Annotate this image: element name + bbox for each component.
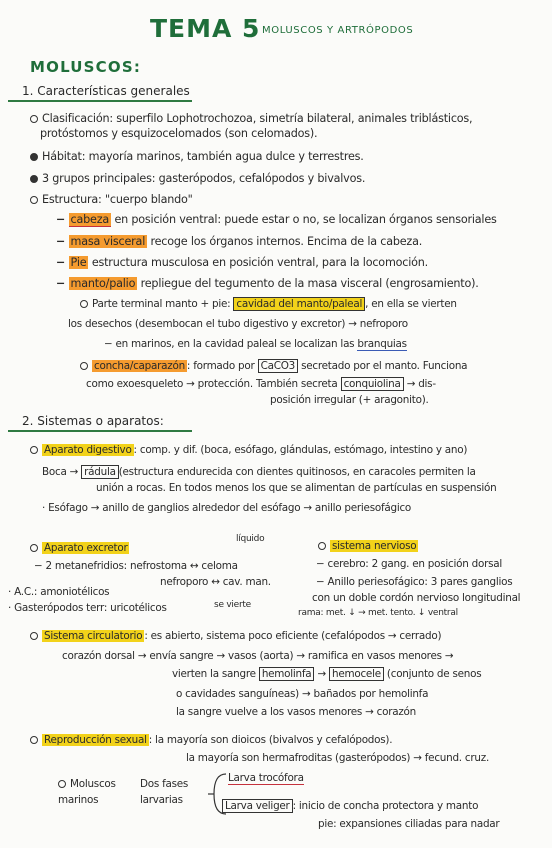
line-vuelve: la sangre vuelve a los vasos menores → corazón <box>176 706 416 718</box>
line-boca: Boca → rádula (estructura endurecida con dientes quitinosos, en caracoles permiten la <box>42 466 476 478</box>
line-boca-2: unión a rocas. En todos menos los que se alimentan de partículas en suspensión <box>96 482 497 494</box>
label-moluscos-marinos: Moluscos marinos <box>58 778 116 806</box>
line-gasteropodos: · Gasterópodos terr: uricotélicos <box>8 602 167 614</box>
line-manto: − manto/palio repliegue del tegumento de la masa visceral (engrosamiento). <box>56 277 479 290</box>
line-nervioso: sistema nervioso <box>318 540 418 552</box>
section-moluscos: MOLUSCOS: <box>30 58 142 76</box>
line-cavidad: Parte terminal manto + pie: cavidad del manto/paleal , en ella se vierten <box>80 298 457 310</box>
line-digestivo: Aparato digestivo : comp. y dif. (boca, esófago, glándulas, estómago, intestino y ano) <box>30 444 467 456</box>
line-hemolinfa: vierten la sangre hemolinfa → hemocele (conjunto de senos <box>172 668 482 680</box>
bullet-icon <box>30 153 38 161</box>
bullet-icon <box>80 362 88 370</box>
label-dos-fases: Dos fases larvarias <box>140 778 189 806</box>
page-title: TEMA 5 <box>150 14 261 43</box>
bullet-icon <box>318 542 326 550</box>
line-reproduccion: Reproducción sexual : la mayoría son dioicos (bivalvos y cefalópodos). <box>30 734 392 746</box>
bracket-icon <box>208 770 228 820</box>
line-esofago: · Esófago → anillo de ganglios alrededor del esófago → anillo periesofágico <box>42 502 412 514</box>
line-excretor: Aparato excretor <box>30 542 129 554</box>
line-circulatorio: Sistema circulatorio : es abierto, sistema poco eficiente (cefalópodos → cerrado) <box>30 630 441 642</box>
label-liquido: líquido <box>236 534 265 544</box>
bullet-icon <box>30 446 38 454</box>
line-pie: − Pie estructura musculosa en posición ventral, para la locomoción. <box>56 256 429 269</box>
line-grupos: 3 grupos principales: gasterópodos, cefalópodos y bivalvos. <box>30 172 365 185</box>
line-corazon: corazón dorsal → envía sangre → vasos (aorta) → ramifica en vasos menores → <box>62 650 454 662</box>
line-cabeza: − cabeza en posición ventral: puede estar o no, se localizan órganos sensoriales <box>56 213 497 226</box>
label-larva-trocofora: Larva trocófora <box>228 772 304 784</box>
label-larva-pie: pie: expansiones ciliadas para nadar <box>318 818 500 830</box>
bullet-icon <box>30 115 38 123</box>
line-rama: rama: met. ↓ → met. tento. ↓ ventral <box>298 608 458 618</box>
heading-underline <box>8 100 192 102</box>
bullet-icon <box>30 736 38 744</box>
line-cavidades: o cavidades sanguíneas) → bañados por hemolinfa <box>176 688 429 700</box>
bullet-icon <box>30 632 38 640</box>
line-cavidad-2: los desechos (desembocan el tubo digestivo y excretor) → nefroporo <box>68 318 408 330</box>
page-subtitle: MOLUSCOS Y ARTRÓPODOS <box>262 25 414 36</box>
line-ac: · A.C.: amoniotélicos <box>8 586 110 598</box>
line-cerebro: − cerebro: 2 gang. en posición dorsal <box>316 558 503 570</box>
line-concha-3: posición irregular (+ aragonito). <box>270 394 429 406</box>
bullet-icon <box>30 544 38 552</box>
line-masa: − masa visceral recoge los órganos internos. Encima de la cabeza. <box>56 235 423 248</box>
heading-sistemas: 2. Sistemas o aparatos: <box>22 414 164 428</box>
line-metanefridios: − 2 metanefridios: nefrostoma ↔ celoma <box>34 560 238 572</box>
line-cavidad-3: − en marinos, en la cavidad paleal se localizan las branquias <box>104 338 407 350</box>
line-habitat: Hábitat: mayoría marinos, también agua dulce y terrestres. <box>30 150 364 163</box>
line-hermafroditas: la mayoría son hermafroditas (gasterópodos) → fecund. cruz. <box>186 752 489 764</box>
bullet-icon <box>30 196 38 204</box>
label-se-vierte: se vierte <box>214 600 251 610</box>
line-clasificacion: Clasificación: superfilo Lophotrochozoa, simetría bilateral, animales triblásticos, <box>30 112 472 125</box>
line-cordon: con un doble cordón nervioso longitudinal <box>312 592 521 604</box>
bullet-icon <box>80 300 88 308</box>
line-nefroporo: nefroporo ↔ cav. man. <box>160 576 271 588</box>
heading-caracteristicas: 1. Características generales <box>22 84 190 98</box>
line-concha: concha/caparazón : formado por CaCO3 secretado por el manto. Funciona <box>80 360 467 372</box>
bullet-icon <box>58 780 66 788</box>
label-larva-veliger: Larva veliger : inicio de concha protectora y manto <box>222 800 478 812</box>
line-clasificacion-2: protóstomos y esquizocelomados (son celomados). <box>40 127 318 140</box>
line-concha-2: como exoesqueleto → protección. También secreta conquiolina → dis- <box>86 378 436 390</box>
bullet-icon <box>30 175 38 183</box>
line-estructura: Estructura: "cuerpo blando" <box>30 193 193 206</box>
line-anillo: − Anillo periesofágico: 3 pares ganglios <box>316 576 513 588</box>
heading-underline <box>8 430 192 432</box>
